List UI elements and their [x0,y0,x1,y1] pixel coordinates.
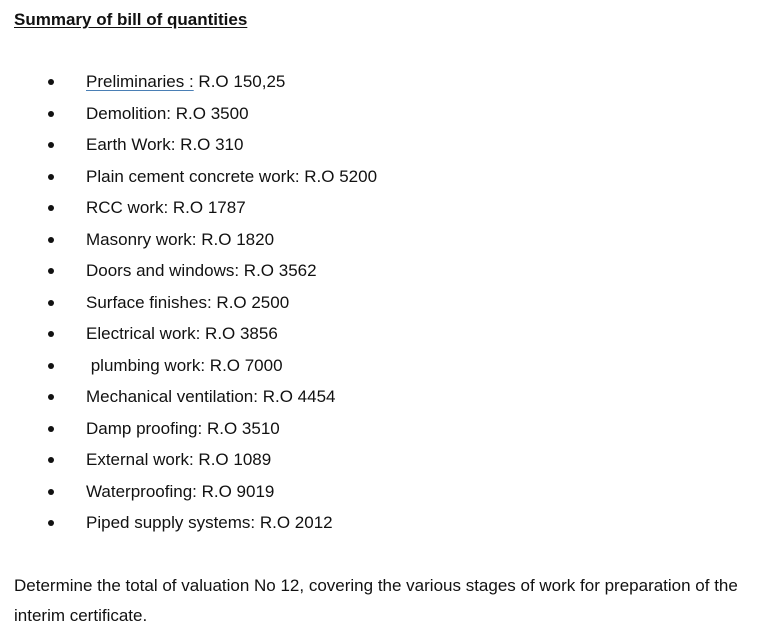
item-value: R.O 9019 [196,481,275,501]
list-item [14,229,734,261]
question-paragraph: Determine the total of valuation No 12, covering the various stages of work for preparation of the interim certificate. [14,576,738,625]
item-label: RCC work: [86,198,169,217]
item-value: R.O 3562 [239,261,317,280]
list-item [14,418,734,450]
item-label: Piped supply systems: [86,513,256,532]
bullet-icon [48,457,54,463]
item-label: Waterproofing: [86,481,197,501]
bullet-icon [48,394,54,400]
list-item [14,260,734,292]
list-item [14,197,734,229]
list-item [14,481,734,513]
bullet-icon [48,520,54,526]
item-value: R.O 1787 [168,198,246,217]
bullet-icon [48,426,54,432]
item-label: External work: [86,450,194,469]
list-item [14,71,734,103]
item-label: Surface finishes: [86,292,212,312]
item-label: Mechanical ventilation: [86,387,258,406]
bullet-icon [48,268,54,274]
item-label: Electrical work: [86,324,201,343]
bullet-icon [48,237,54,243]
item-value: R.O 1089 [193,450,272,469]
item-label: Damp proofing: [86,418,203,438]
list-item [14,449,734,481]
list-item [14,292,734,324]
bullet-icon [48,205,54,211]
bullet-icon [48,300,54,306]
item-value: R.O 4454 [257,387,336,406]
item-value: R.O 310 [175,135,244,154]
list-item [14,166,734,198]
bullet-icon [48,489,54,495]
list-item [14,386,734,418]
item-value: R.O 3856 [200,324,278,343]
item-label: Masonry work: [86,229,197,249]
item-label: Plain cement concrete work: [86,166,300,186]
bullet-icon [48,79,54,85]
bullet-icon [48,363,54,369]
bill-of-quantities-list [14,71,734,544]
item-label: Demolition: [86,103,172,123]
item-label: plumbing work: [86,355,206,375]
list-item [14,512,734,544]
list-item [14,323,734,355]
item-value: R.O 2500 [211,292,290,312]
list-item [14,134,734,166]
item-value: R.O 3510 [202,418,280,438]
list-item [14,355,734,387]
list-item [14,103,734,135]
document-title: Summary of bill of quantities [14,10,248,29]
bullet-icon [48,142,54,148]
bullet-icon [48,111,54,117]
item-label: Earth Work: [86,135,176,154]
item-label: Preliminaries : [86,72,194,91]
item-value: R.O 1820 [196,229,275,249]
item-value: R.O 150,25 [193,72,286,91]
item-value: R.O 5200 [299,166,378,186]
item-value: R.O 7000 [205,355,283,375]
item-value: R.O 2012 [255,513,333,532]
item-value: R.O 3500 [171,103,249,123]
bullet-icon [48,331,54,337]
bullet-icon [48,174,54,180]
item-label: Doors and windows: [86,261,240,280]
document-body [14,9,754,625]
